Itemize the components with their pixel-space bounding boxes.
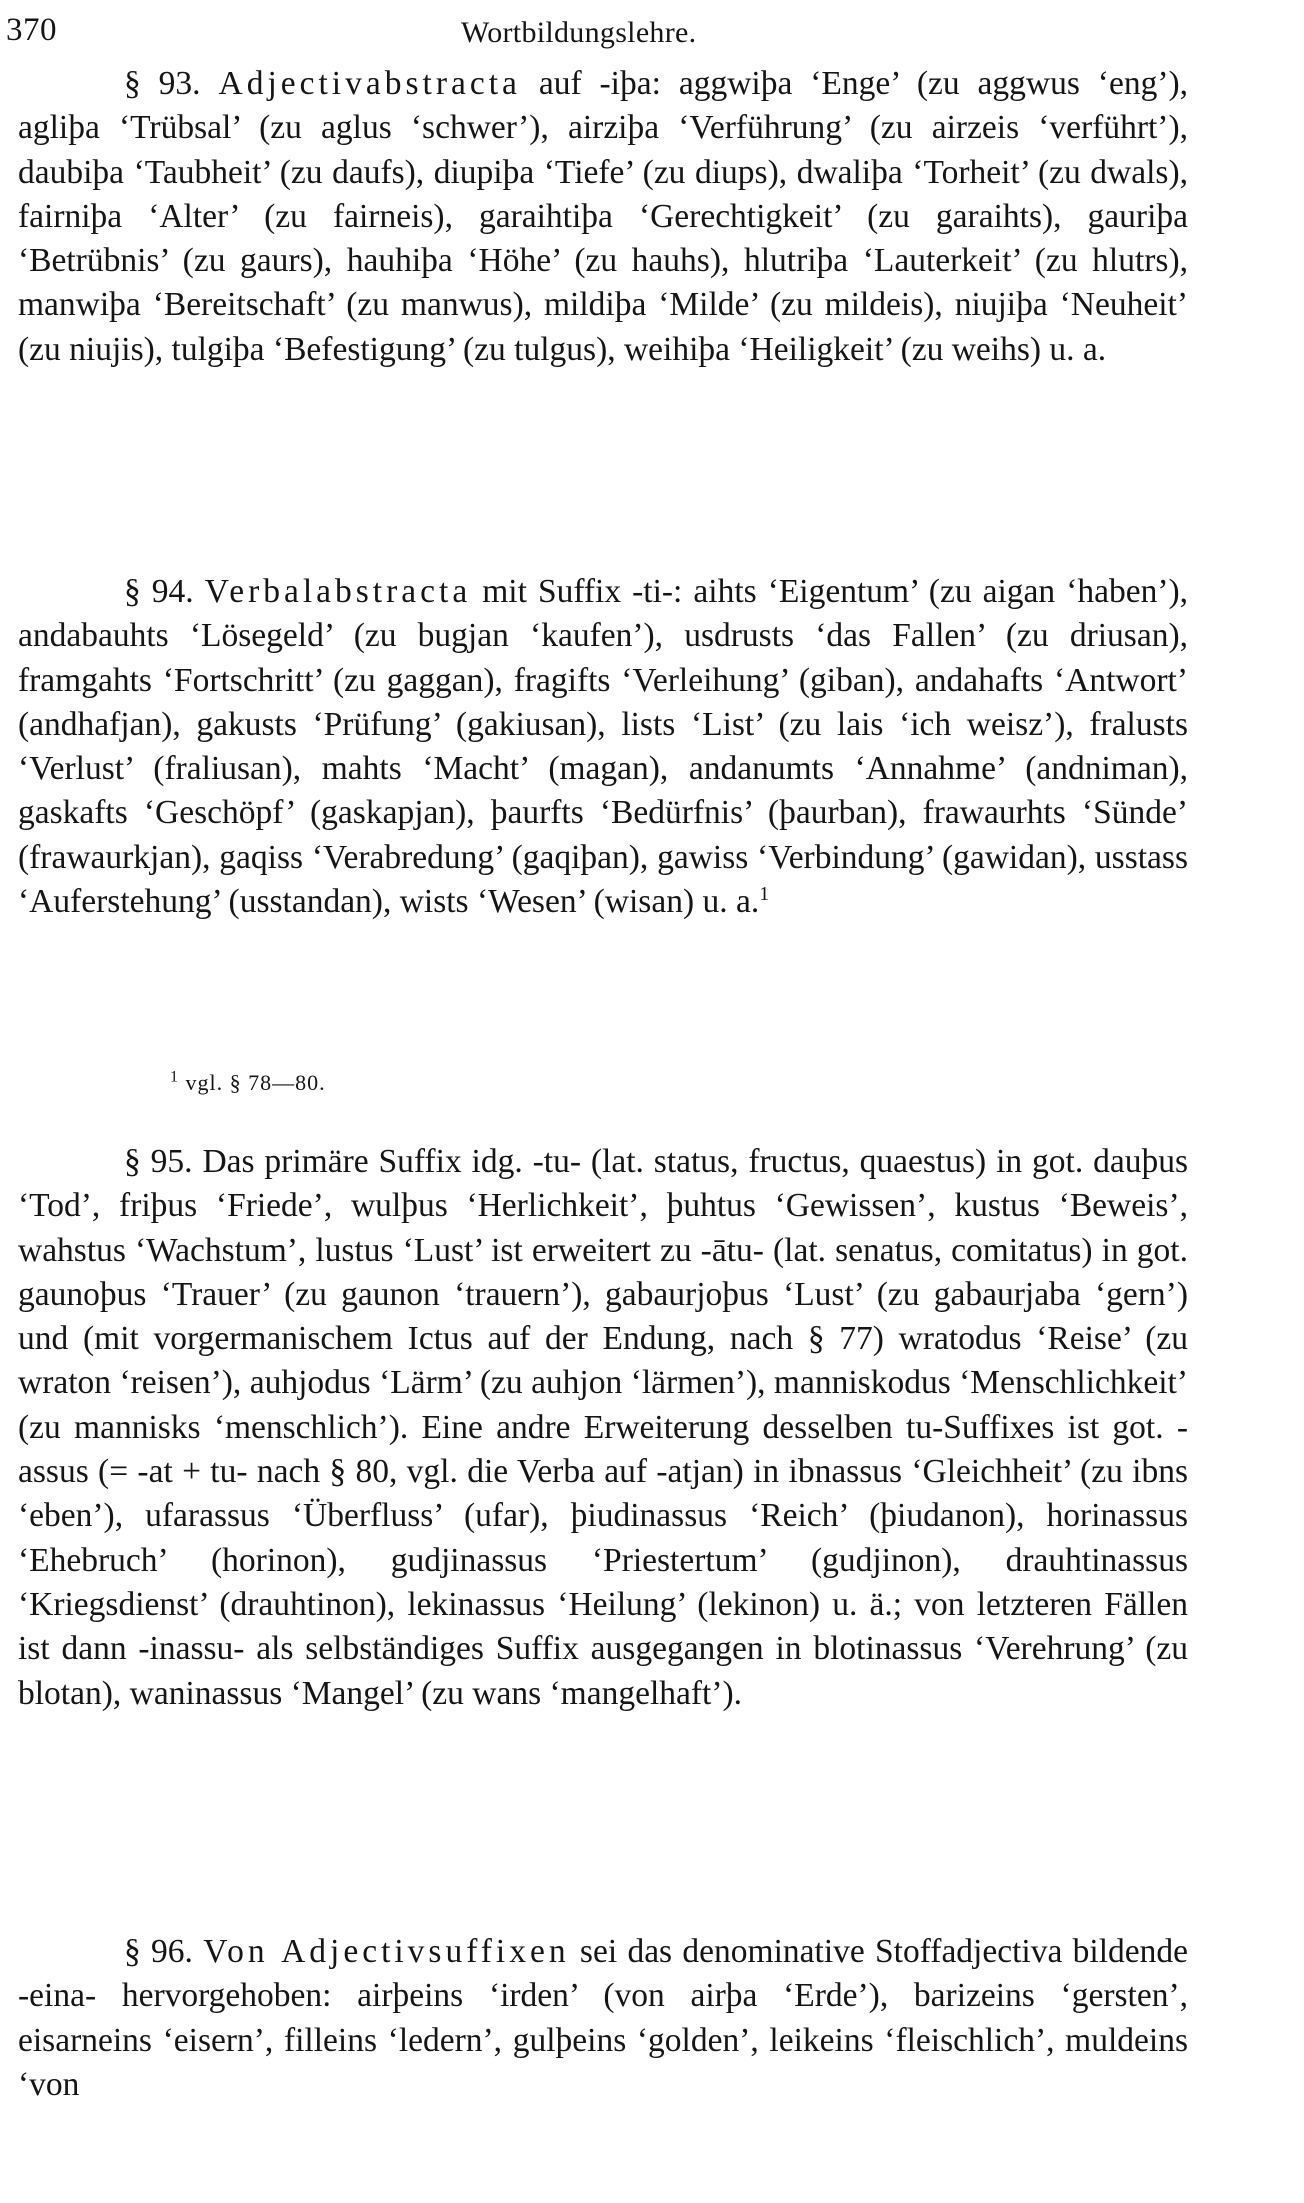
page-number: 370: [6, 12, 57, 48]
section-heading: Verbalabstracta: [204, 573, 472, 610]
section-number: § 94.: [124, 573, 194, 610]
section-heading: Von Adjectivsuffixen: [203, 1933, 570, 1970]
section-heading: Adjectivabstracta: [218, 65, 521, 102]
section-number: § 95.: [124, 1143, 193, 1180]
footnote-text: vgl. § 78—80.: [185, 1070, 326, 1095]
section-text: mit Suffix -ti-: aihts ‘Eigentum’ (zu aigan ‘haben’), andabauhts ‘Lösegeld’ (zu bugjan ‘kaufen’), usdrusts ‘das Fallen’ (zu driusan), framgahts ‘Fortschritt’ (zu gaggan), fragifts ‘Verleihung’ (giban), andahafts ‘Antwort’ (andhafjan), gakusts ‘Prüfung’ (gakiusan), lists ‘List’ (zu lais ‘ich weisz’), fralusts ‘Verlust’ (fraliusan), mahts ‘Macht’ (magan), andanumts ‘Annahme’ (andniman), gaskafts ‘Geschöpf’ (gaskapjan), þaurfts ‘Bedürfnis’ (þaurban), frawaurhts ‘Sünde’ (frawaurkjan), gaqiss ‘Verabredung’ (gaqiþan), gawiss ‘Verbindung’ (gawidan), usstass ‘Auferstehung’ (usstandan), wists ‘Wesen’ (wisan) u. a.: [18, 573, 1189, 921]
section-number: § 96.: [124, 1933, 193, 1970]
section-number: § 93.: [124, 65, 201, 102]
section-text: Das primäre Suffix idg. -tu- (lat. status, fructus, quaestus) in got. dauþus ‘Tod’, friþus ‘Friede’, wulþus ‘Herlichkeit’, þuhtus ‘Gewissen’, kustus ‘Beweis’, wahstus ‘Wachstum’, lustus ‘Lust’ ist erweitert zu -ātu- (lat. senatus, comitatus) in got. gaunoþus ‘Trauer’ (zu gaunon ‘trauern’), gabaurjoþus ‘Lust’ (zu gabaurjaba ‘gern’) und (mit vorgermanischem Ictus auf der Endung, nach § 77) wratodus ‘Reise’ (zu wraton ‘reisen’), auhjodus ‘Lärm’ (zu auhjon ‘lärmen’), manniskodus ‘Menschlichkeit’ (zu mannisks ‘menschlich’). Eine andre Erweiterung desselben tu-Suffixes ist got. -assus (= -at + tu- nach § 80, vgl. die Verba auf -atjan) in ibnassus ‘Gleichheit’ (zu ibns ‘eben’), ufarassus ‘Überfluss’ (ufar), þiudinassus ‘Reich’ (þiudanon), horinassus ‘Ehebruch’ (horinon), gudjinassus ‘Priestertum’ (gudjinon), drauhtinassus ‘Kriegsdienst’ (drauhtinon), lekinassus ‘Heilung’ (lekinon) u. ä.; von letzteren Fällen ist dann -inassu- als selbständiges Suffix ausgegangen in blotinassus ‘Verehrung’ (zu blotan), waninassus ‘Mangel’ (zu wans ‘mangelhaft’).: [18, 1143, 1189, 1712]
page-header: [6, 12, 1236, 64]
section-text: auf -iþa: aggwiþa ‘Enge’ (zu aggwus ‘eng’), agliþa ‘Trübsal’ (zu aglus ‘schwer’), airziþa ‘Verführung’ (zu airzeis ‘verführt’), daubiþa ‘Taubheit’ (zu daufs), diupiþa ‘Tiefe’ (zu diups), dwaliþa ‘Torheit’ (zu dwals), fairniþa ‘Alter’ (zu fairneis), garaihtiþa ‘Gerechtigkeit’ (zu garaihts), gauriþa ‘Betrübnis’ (zu gaurs), hauhiþa ‘Höhe’ (zu hauhs), hlutriþa ‘Lauterkeit’ (zu hlutrs), manwiþa ‘Bereitschaft’ (zu manwus), mildiþa ‘Milde’ (zu mildeis), niujiþa ‘Neuheit’ (zu niujis), tulgiþa ‘Befestigung’ (zu tulgus), weihiþa ‘Heiligkeit’ (zu weihs) u. a.: [18, 65, 1189, 368]
section-96: [18, 1930, 1188, 2107]
section-94: [18, 570, 1188, 924]
section-93: [18, 62, 1188, 372]
running-head: Wortbildungslehre.: [461, 16, 697, 49]
footnote-marker: 1: [759, 882, 770, 905]
section-95: [18, 1140, 1188, 1716]
footnote-number: 1: [170, 1068, 179, 1086]
footnote: [170, 1069, 326, 1097]
section-text: sei das denominative Stoffadjectiva bildende -eina- hervorgehoben: airþeins ‘irden’ (von airþa ‘Erde’), barizeins ‘gersten’, eisarneins ‘eisern’, filleins ‘ledern’, gulþeins ‘golden’, leikeins ‘fleischlich’, muldeins ‘von: [18, 1933, 1188, 2103]
